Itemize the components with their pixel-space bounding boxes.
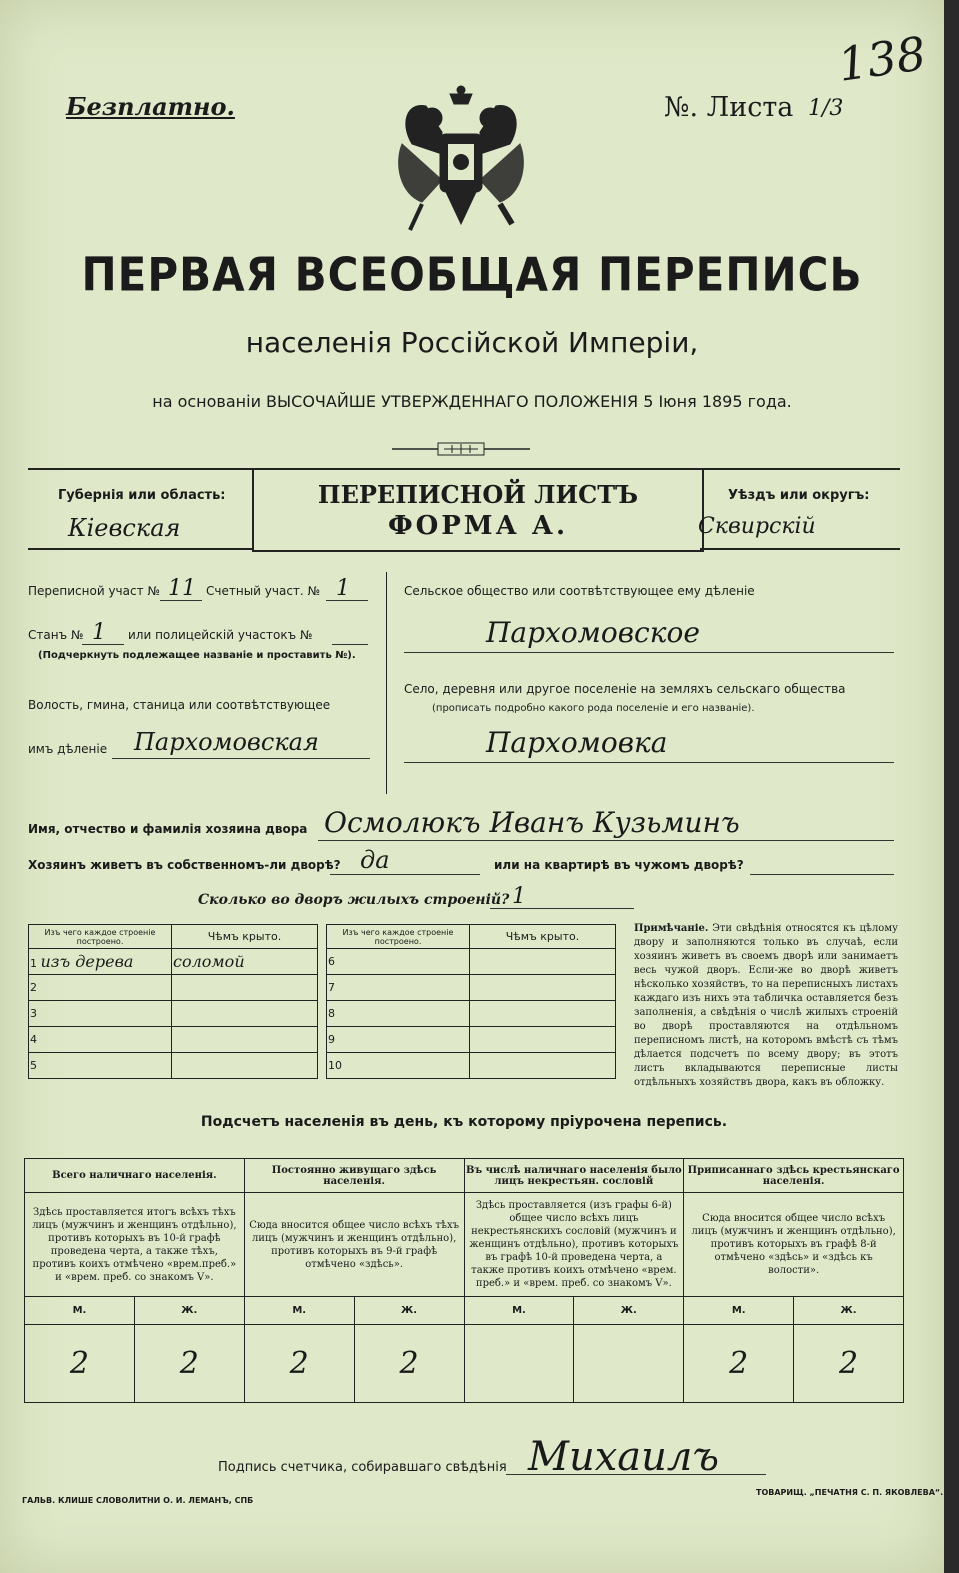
census-area-value: 11 xyxy=(168,576,196,601)
page-subtitle: населенія Россійской Имперіи, xyxy=(245,326,699,359)
owner-rent-label: или на квартирѣ въ чужомъ дворѣ? xyxy=(494,858,744,872)
signature-line xyxy=(506,1474,766,1475)
printer-left: ГАЛЬВ. КЛИШЕ СЛОВОЛИТНИ О. И. ЛЕМАНЪ, СПБ xyxy=(22,1496,254,1505)
volost-line xyxy=(112,758,370,759)
zh-header: Ж. xyxy=(574,1297,684,1325)
table-row xyxy=(327,1027,616,1053)
census-area-label: Переписной участ № xyxy=(28,584,160,598)
table-row xyxy=(327,1053,616,1079)
count-value-zh-3 xyxy=(574,1325,684,1403)
village-label: Село, деревня или другое поселеніе на земляхъ сельскаго общества xyxy=(404,682,846,696)
zh-header: Ж. xyxy=(794,1297,904,1325)
table-row xyxy=(29,975,318,1001)
owner-name-label: Имя, отчество и фамилія хозяина двора xyxy=(28,822,308,836)
top-box xyxy=(28,468,900,552)
table-row xyxy=(327,1001,616,1027)
roof-value xyxy=(172,1001,318,1027)
gubernia-value: Кіевская xyxy=(68,514,181,542)
buildings-table-left xyxy=(28,924,318,1079)
owner-lives-label: Хозяинъ живетъ въ собственномъ-ли дворѣ? xyxy=(28,858,341,872)
row-number: 10 xyxy=(327,1053,470,1079)
form-title-box xyxy=(252,470,704,552)
table-row xyxy=(327,975,616,1001)
col-built-header: Изъ чего каждое строеніе построено. xyxy=(29,925,172,949)
police-line xyxy=(332,644,368,645)
count-value-zh-1: 2 xyxy=(134,1325,244,1403)
col-roof-header: Чѣмъ крыто. xyxy=(172,925,318,949)
form-subtitle: ФОРМА А. xyxy=(387,511,569,541)
owner-name-line xyxy=(318,840,894,841)
count-col-desc-2: Сюда вносится общее число всѣхъ тѣхъ лицъ (мужчинъ и женщинъ отдѣльно), противъ которыхъ въ 9-й графѣ отмѣчено «здѣсь». xyxy=(244,1193,464,1297)
owner-name-value: Осмолюкъ Иванъ Кузьминъ xyxy=(324,806,740,839)
buildings-count-value: 1 xyxy=(512,884,526,909)
built-value: изъ дерева xyxy=(40,952,134,971)
underline-note: (Подчеркнуть подлежащее названіе и проставить №). xyxy=(38,650,356,661)
roof-value xyxy=(172,1027,318,1053)
page-title: ПЕРВАЯ ВСЕОБЩАЯ ПЕРЕПИСЬ xyxy=(81,247,863,302)
row-number: 4 xyxy=(29,1027,172,1053)
police-label: или полицейскій участокъ № xyxy=(128,628,313,642)
count-value-m-2: 2 xyxy=(244,1325,354,1403)
count-value-m-4: 2 xyxy=(684,1325,794,1403)
count-col-desc-3: Здѣсь проставляется (изъ графы 6-й) общее число всѣхъ лицъ некрестьянскихъ сословій (мужчинъ и женщинъ отдѣльно), противъ которыхъ въ графѣ 10-й проведена черта, а также противъ коихъ отмѣчено «врем. преб.» и «врем. преб. со знакомъ V». xyxy=(464,1193,684,1297)
owner-lives-value: да xyxy=(360,846,390,874)
uezd-value: Сквирскій xyxy=(698,514,816,539)
count-col-desc-4: Сюда вносится общее число всѣхъ лицъ (мужчинъ и женщинъ отдѣльно), противъ которыхъ въ графѣ 8-й отмѣчено «здѣсь» и «здѣсь къ волости». xyxy=(684,1193,904,1297)
count-value-m-3 xyxy=(464,1325,574,1403)
census-area-line xyxy=(160,600,202,601)
village-note: (прописать подробно какого рода поселеніе и его названіе). xyxy=(432,703,755,714)
m-header: М. xyxy=(25,1297,135,1325)
row-number: 5 xyxy=(29,1053,172,1079)
stan-label: Станъ № xyxy=(28,628,84,642)
row-number: 8 xyxy=(327,1001,470,1027)
buildings-table-right xyxy=(326,924,616,1079)
count-value-zh-2: 2 xyxy=(354,1325,464,1403)
buildings-count-line xyxy=(490,908,634,909)
roof-value xyxy=(172,1053,318,1079)
sheet-number-value: 1/3 xyxy=(808,96,844,121)
stan-line xyxy=(82,644,124,645)
form-title: ПЕРЕПИСНОЙ ЛИСТЪ xyxy=(317,480,639,509)
zh-header: Ж. xyxy=(134,1297,244,1325)
owner-rent-line xyxy=(750,874,894,875)
note-title: Примѣчаніе. xyxy=(634,923,709,934)
society-label: Сельское общество или соотвѣтствующее ему дѣленіе xyxy=(404,584,755,598)
volost-label-1: Волость, гмина, станица или соотвѣтствующее xyxy=(28,698,331,712)
m-header: М. xyxy=(244,1297,354,1325)
col-built-header: Изъ чего каждое строеніе построено. xyxy=(327,925,470,949)
sheet-number-label: №. Листа xyxy=(664,92,794,123)
population-count-table xyxy=(24,1158,904,1403)
ornament-divider-icon xyxy=(392,438,530,460)
double-headed-eagle-icon xyxy=(392,84,530,234)
table-row xyxy=(29,1001,318,1027)
row-number: 3 xyxy=(29,1001,172,1027)
roof-value xyxy=(470,1001,616,1027)
count-title: Подсчетъ населенія въ день, къ которому пріурочена перепись. xyxy=(200,1114,728,1130)
volost-label-2: имъ дѣленіе xyxy=(28,742,108,756)
col-roof-header: Чѣмъ крыто. xyxy=(470,925,616,949)
count-col-head-1: Всего наличнаго населенія. xyxy=(25,1159,245,1193)
count-area-value: 1 xyxy=(336,576,350,601)
roof-value: соломой xyxy=(172,949,318,975)
stan-value: 1 xyxy=(92,620,106,645)
buildings-count-label: Сколько во дворъ жилыхъ строеній? xyxy=(198,892,510,908)
signature-label: Подпись счетчика, собиравшаго свѣдѣнія xyxy=(218,1460,507,1475)
legal-basis: на основаніи ВЫСОЧАЙШЕ УТВЕРЖДЕННАГО ПОЛОЖЕНІЯ 5 Іюня 1895 года. xyxy=(152,392,792,411)
society-line xyxy=(404,652,894,653)
roof-value xyxy=(470,975,616,1001)
m-header: М. xyxy=(684,1297,794,1325)
table-row xyxy=(29,949,318,975)
table-row xyxy=(29,1053,318,1079)
signature-value: Михаилъ xyxy=(528,1434,720,1480)
row-number: 6 xyxy=(327,949,470,975)
count-area-line xyxy=(326,600,368,601)
roof-value xyxy=(470,949,616,975)
count-col-desc-1: Здѣсь проставляется итогъ всѣхъ тѣхъ лицъ (мужчинъ и женщинъ отдѣльно), противъ которыхъ въ 10-й графѣ проведена черта, а также тѣхъ, противъ коихъ отмѣчено «врем.преб.» и «врем. преб. со знакомъ V». xyxy=(25,1193,245,1297)
count-area-label: Счетный участ. № xyxy=(206,584,321,598)
fields-divider xyxy=(386,572,387,794)
count-col-head-2: Постоянно живущаго здѣсь населенія. xyxy=(244,1159,464,1193)
owner-lives-line xyxy=(330,874,480,875)
village-value: Пархомовка xyxy=(486,726,668,759)
count-value-m-1: 2 xyxy=(25,1325,135,1403)
gubernia-underline xyxy=(28,548,252,550)
society-value: Пархомовское xyxy=(486,616,700,649)
volost-value: Пархомовская xyxy=(134,728,319,756)
table-row xyxy=(327,949,616,975)
roof-value xyxy=(172,975,318,1001)
count-value-zh-4: 2 xyxy=(794,1325,904,1403)
gubernia-label: Губернія или область: xyxy=(58,488,226,503)
count-col-head-3: Въ числѣ наличнаго населенія было лицъ некрестьян. сословій xyxy=(464,1159,684,1193)
uezd-label: Уѣздъ или округъ: xyxy=(728,488,870,503)
roof-value xyxy=(470,1053,616,1079)
row-number: 1 xyxy=(30,957,37,970)
m-header: М. xyxy=(464,1297,574,1325)
note-block xyxy=(634,922,898,1090)
row-number: 9 xyxy=(327,1027,470,1053)
sheet-corner-number: 138 xyxy=(834,26,930,92)
note-text: Эти свѣдѣнія относятся къ цѣлому двору и заполняются только въ случаѣ, если хозяинъ живетъ въ своемъ дворѣ или занимаетъ весь чужой дворъ. Если-же во дворѣ живетъ нѣсколько хозяйствъ, то на переписныхъ листахъ каждаго изъ нихъ эта табличка оставляется безъ заполненія, а свѣдѣнія о числѣ жилыхъ строеній во дворѣ проставляются на отдѣльномъ переписномъ листѣ, на которомъ вмѣстѣ съ тѣмъ дѣлается подсчетъ по всему двору; въ этотъ листъ вкладываются переписные листы отдѣльныхъ хозяйствъ двора, какъ въ обложку. xyxy=(634,923,898,1088)
free-label: Безплатно. xyxy=(66,92,235,121)
village-line xyxy=(404,762,894,763)
row-number: 2 xyxy=(29,975,172,1001)
count-col-head-4: Приписаннаго здѣсь крестьянскаго населенія. xyxy=(684,1159,904,1193)
row-number: 7 xyxy=(327,975,470,1001)
roof-value xyxy=(470,1027,616,1053)
uezd-underline xyxy=(700,548,900,550)
printer-right: ТОВАРИЩ. „ПЕЧАТНЯ С. П. ЯКОВЛЕВА“. xyxy=(756,1488,944,1497)
zh-header: Ж. xyxy=(354,1297,464,1325)
table-row xyxy=(29,1027,318,1053)
